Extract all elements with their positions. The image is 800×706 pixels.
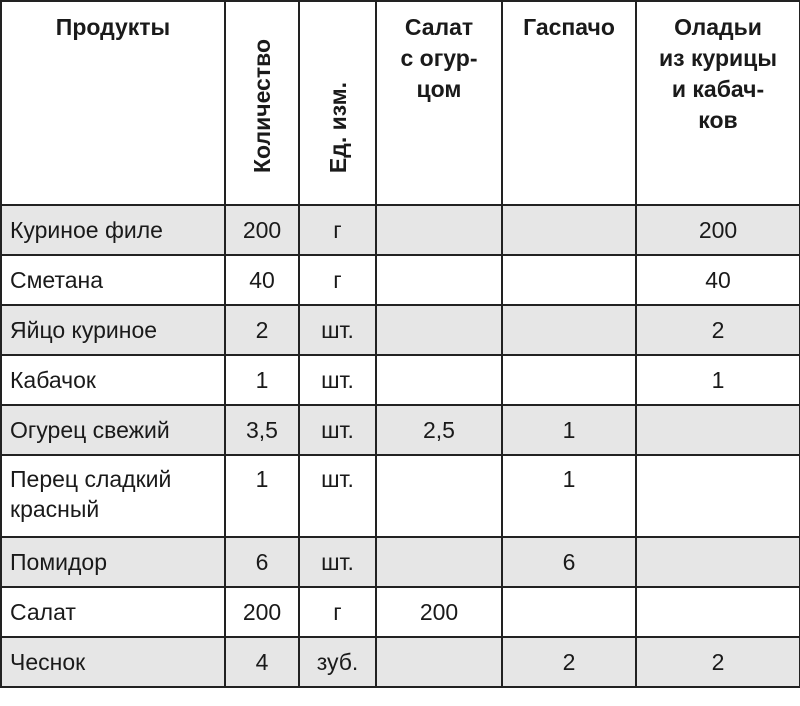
salad-cell [376, 637, 502, 687]
fritters-cell: 2 [636, 305, 800, 355]
table-row [1, 355, 800, 405]
quantity-cell: 4 [225, 637, 299, 687]
unit-cell: г [299, 255, 376, 305]
header-product: Продукты [1, 1, 225, 205]
header-quantity: Количество [225, 1, 299, 205]
quantity-cell: 1 [225, 455, 299, 537]
salad-cell: 2,5 [376, 405, 502, 455]
product-cell: Помидор [1, 537, 225, 587]
product-cell: Чеснок [1, 637, 225, 687]
fritters-cell: 2 [636, 637, 800, 687]
table-row [1, 637, 800, 687]
gazpacho-cell: 2 [502, 637, 636, 687]
product-cell: Яйцо куриное [1, 305, 225, 355]
gazpacho-cell [502, 587, 636, 637]
quantity-cell: 3,5 [225, 405, 299, 455]
product-cell: Куриное филе [1, 205, 225, 255]
gazpacho-cell [502, 255, 636, 305]
salad-cell [376, 355, 502, 405]
table-row [1, 405, 800, 455]
gazpacho-cell [502, 355, 636, 405]
gazpacho-cell [502, 305, 636, 355]
table-row [1, 455, 800, 537]
unit-cell: шт. [299, 537, 376, 587]
salad-cell [376, 205, 502, 255]
gazpacho-cell: 1 [502, 405, 636, 455]
table-row [1, 255, 800, 305]
header-unit: Ед. изм. [299, 1, 376, 205]
salad-cell: 200 [376, 587, 502, 637]
salad-cell [376, 455, 502, 537]
salad-cell [376, 255, 502, 305]
unit-cell: шт. [299, 405, 376, 455]
salad-cell [376, 537, 502, 587]
salad-cell [376, 305, 502, 355]
gazpacho-cell: 1 [502, 455, 636, 537]
header-row [1, 1, 800, 205]
table-row [1, 537, 800, 587]
quantity-cell: 2 [225, 305, 299, 355]
fritters-cell [636, 587, 800, 637]
unit-cell: г [299, 205, 376, 255]
product-cell: Кабачок [1, 355, 225, 405]
fritters-cell: 40 [636, 255, 800, 305]
quantity-cell: 6 [225, 537, 299, 587]
product-cell: Перец сладкий красный [1, 455, 225, 537]
gazpacho-cell: 6 [502, 537, 636, 587]
table-row [1, 587, 800, 637]
unit-cell: шт. [299, 455, 376, 537]
product-cell: Сметана [1, 255, 225, 305]
unit-cell: зуб. [299, 637, 376, 687]
fritters-cell [636, 455, 800, 537]
fritters-cell: 1 [636, 355, 800, 405]
header-salad: Салат с огур- цом [376, 1, 502, 205]
unit-cell: шт. [299, 305, 376, 355]
quantity-cell: 40 [225, 255, 299, 305]
header-fritters: Оладьи из курицы и кабач- ков [636, 1, 800, 205]
quantity-cell: 1 [225, 355, 299, 405]
product-cell: Салат [1, 587, 225, 637]
fritters-cell [636, 405, 800, 455]
table-row [1, 205, 800, 255]
fritters-cell: 200 [636, 205, 800, 255]
table-row [1, 305, 800, 355]
quantity-cell: 200 [225, 205, 299, 255]
unit-cell: г [299, 587, 376, 637]
fritters-cell [636, 537, 800, 587]
unit-cell: шт. [299, 355, 376, 405]
gazpacho-cell [502, 205, 636, 255]
header-gazpacho: Гаспачо [502, 1, 636, 205]
product-cell: Огурец свежий [1, 405, 225, 455]
quantity-cell: 200 [225, 587, 299, 637]
